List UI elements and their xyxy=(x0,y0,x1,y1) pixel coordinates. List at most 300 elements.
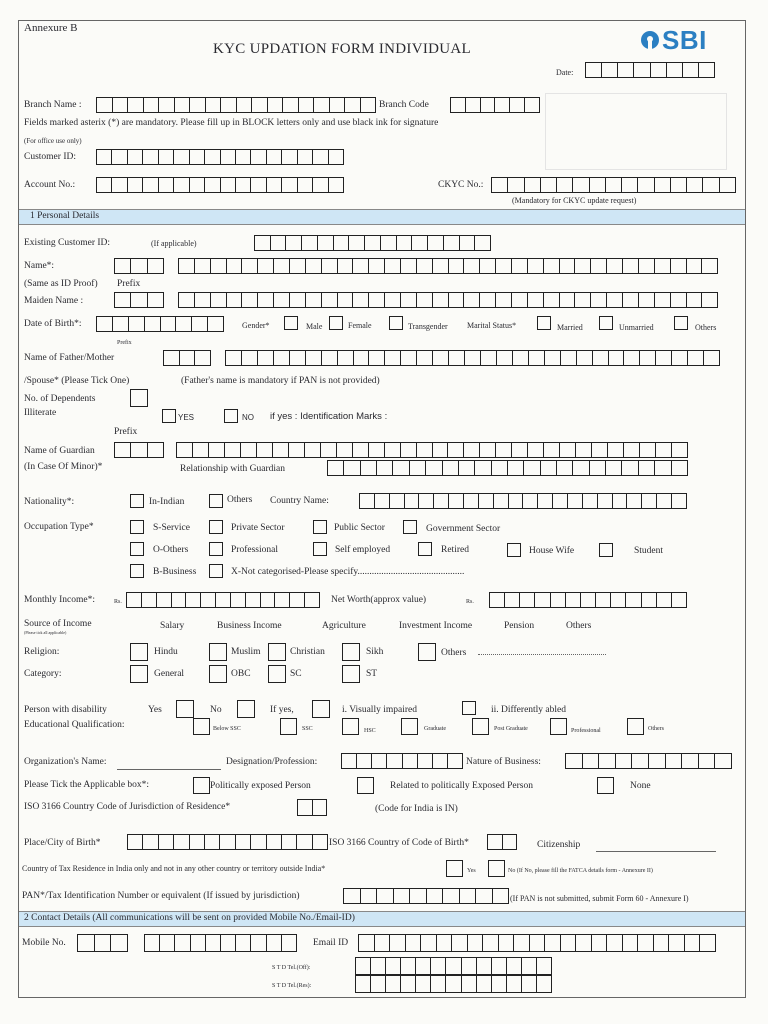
date-boxes[interactable] xyxy=(585,62,715,78)
char-cell[interactable] xyxy=(560,443,576,457)
char-cell[interactable] xyxy=(524,461,540,475)
char-cell[interactable] xyxy=(581,593,596,607)
char-cell[interactable] xyxy=(190,98,206,112)
marital-others-checkbox[interactable] xyxy=(674,316,688,330)
char-cell[interactable] xyxy=(236,150,251,164)
char-cell[interactable] xyxy=(251,935,266,951)
char-cell[interactable] xyxy=(476,889,493,903)
char-cell[interactable] xyxy=(444,236,460,250)
char-cell[interactable] xyxy=(97,178,112,192)
char-cell[interactable] xyxy=(671,259,687,273)
occ-others-checkbox[interactable] xyxy=(130,542,144,556)
char-cell[interactable] xyxy=(452,935,468,951)
char-cell[interactable] xyxy=(344,461,360,475)
customer-id-boxes[interactable] xyxy=(96,149,344,165)
char-cell[interactable] xyxy=(174,150,189,164)
religion-muslim-checkbox[interactable] xyxy=(209,643,227,661)
char-cell[interactable] xyxy=(371,958,386,974)
char-cell[interactable] xyxy=(544,293,560,307)
char-cell[interactable] xyxy=(361,889,378,903)
char-cell[interactable] xyxy=(583,754,600,768)
char-cell[interactable] xyxy=(433,351,449,365)
char-cell[interactable] xyxy=(242,293,258,307)
edu-others-checkbox[interactable] xyxy=(627,718,644,735)
char-cell[interactable] xyxy=(427,889,444,903)
char-cell[interactable] xyxy=(246,593,261,607)
country-name-boxes[interactable] xyxy=(359,493,687,509)
nature-of-business-boxes[interactable] xyxy=(565,753,732,769)
char-cell[interactable] xyxy=(221,178,236,192)
organization-line[interactable] xyxy=(117,769,221,770)
char-cell[interactable] xyxy=(299,98,315,112)
occ-business-checkbox[interactable] xyxy=(130,564,144,578)
mobile-boxes[interactable] xyxy=(144,934,297,952)
char-cell[interactable] xyxy=(426,461,442,475)
char-cell[interactable] xyxy=(624,443,640,457)
char-cell[interactable] xyxy=(545,351,561,365)
relationship-boxes[interactable] xyxy=(327,460,688,476)
char-cell[interactable] xyxy=(302,236,318,250)
char-cell[interactable] xyxy=(356,958,371,974)
char-cell[interactable] xyxy=(613,494,628,508)
visually-impaired-checkbox[interactable] xyxy=(462,701,476,715)
char-cell[interactable] xyxy=(95,935,112,951)
char-cell[interactable] xyxy=(508,178,524,192)
char-cell[interactable] xyxy=(529,351,545,365)
char-cell[interactable] xyxy=(477,958,492,974)
char-cell[interactable] xyxy=(211,293,227,307)
char-cell[interactable] xyxy=(406,935,422,951)
char-cell[interactable] xyxy=(496,259,512,273)
char-cell[interactable] xyxy=(685,935,701,951)
char-cell[interactable] xyxy=(334,236,350,250)
char-cell[interactable] xyxy=(687,259,703,273)
occ-public-checkbox[interactable] xyxy=(313,520,327,534)
char-cell[interactable] xyxy=(497,351,513,365)
char-cell[interactable] xyxy=(195,351,210,365)
char-cell[interactable] xyxy=(496,443,512,457)
char-cell[interactable] xyxy=(349,236,365,250)
char-cell[interactable] xyxy=(385,293,401,307)
maiden-name-boxes[interactable] xyxy=(178,292,718,308)
char-cell[interactable] xyxy=(377,461,393,475)
char-cell[interactable] xyxy=(192,317,208,331)
char-cell[interactable] xyxy=(78,935,95,951)
char-cell[interactable] xyxy=(129,317,145,331)
char-cell[interactable] xyxy=(720,178,735,192)
char-cell[interactable] xyxy=(412,236,428,250)
char-cell[interactable] xyxy=(338,293,354,307)
char-cell[interactable] xyxy=(369,259,385,273)
char-cell[interactable] xyxy=(700,935,715,951)
char-cell[interactable] xyxy=(242,351,258,365)
guardian-name-boxes[interactable] xyxy=(176,442,688,458)
char-cell[interactable] xyxy=(657,593,672,607)
char-cell[interactable] xyxy=(160,935,175,951)
char-cell[interactable] xyxy=(226,351,242,365)
char-cell[interactable] xyxy=(401,259,417,273)
char-cell[interactable] xyxy=(561,351,577,365)
related-pep-checkbox[interactable] xyxy=(357,777,374,794)
char-cell[interactable] xyxy=(397,236,413,250)
char-cell[interactable] xyxy=(573,461,589,475)
char-cell[interactable] xyxy=(640,351,656,365)
char-cell[interactable] xyxy=(480,259,496,273)
ckyc-boxes[interactable] xyxy=(491,177,736,193)
char-cell[interactable] xyxy=(480,443,496,457)
edu-professional-checkbox[interactable] xyxy=(550,718,567,735)
char-cell[interactable] xyxy=(255,236,271,250)
pan-boxes[interactable] xyxy=(343,888,509,904)
char-cell[interactable] xyxy=(390,494,405,508)
char-cell[interactable] xyxy=(410,889,427,903)
char-cell[interactable] xyxy=(418,754,433,768)
char-cell[interactable] xyxy=(417,293,433,307)
religion-hindu-checkbox[interactable] xyxy=(130,643,148,661)
char-cell[interactable] xyxy=(522,976,537,992)
char-cell[interactable] xyxy=(503,835,517,849)
tax-yes-checkbox[interactable] xyxy=(446,860,463,877)
char-cell[interactable] xyxy=(421,935,437,951)
edu-postgraduate-checkbox[interactable] xyxy=(472,718,489,735)
char-cell[interactable] xyxy=(177,443,193,457)
char-cell[interactable] xyxy=(481,98,496,112)
char-cell[interactable] xyxy=(143,150,158,164)
char-cell[interactable] xyxy=(449,351,465,365)
char-cell[interactable] xyxy=(385,351,401,365)
citizenship-line[interactable] xyxy=(596,851,716,852)
char-cell[interactable] xyxy=(576,443,592,457)
char-cell[interactable] xyxy=(451,98,466,112)
char-cell[interactable] xyxy=(313,835,327,849)
occ-housewife-checkbox[interactable] xyxy=(507,543,521,557)
disability-yes-checkbox[interactable] xyxy=(176,700,194,718)
char-cell[interactable] xyxy=(475,236,490,250)
char-cell[interactable] xyxy=(655,178,671,192)
name-boxes[interactable] xyxy=(178,258,718,274)
char-cell[interactable] xyxy=(268,98,284,112)
char-cell[interactable] xyxy=(145,317,161,331)
char-cell[interactable] xyxy=(354,351,370,365)
char-cell[interactable] xyxy=(672,351,688,365)
char-cell[interactable] xyxy=(274,293,290,307)
char-cell[interactable] xyxy=(164,351,180,365)
char-cell[interactable] xyxy=(535,593,550,607)
char-cell[interactable] xyxy=(656,351,672,365)
char-cell[interactable] xyxy=(699,63,714,77)
category-sc-checkbox[interactable] xyxy=(268,665,286,683)
char-cell[interactable] xyxy=(381,236,397,250)
char-cell[interactable] xyxy=(322,351,338,365)
char-cell[interactable] xyxy=(417,259,433,273)
char-cell[interactable] xyxy=(161,317,177,331)
char-cell[interactable] xyxy=(541,178,557,192)
pep-checkbox[interactable] xyxy=(193,777,210,794)
char-cell[interactable] xyxy=(179,293,195,307)
char-cell[interactable] xyxy=(433,754,448,768)
char-cell[interactable] xyxy=(632,754,649,768)
char-cell[interactable] xyxy=(205,150,220,164)
char-cell[interactable] xyxy=(459,461,475,475)
char-cell[interactable] xyxy=(143,178,158,192)
char-cell[interactable] xyxy=(393,461,409,475)
char-cell[interactable] xyxy=(251,835,266,849)
char-cell[interactable] xyxy=(611,593,626,607)
char-cell[interactable] xyxy=(479,494,494,508)
char-cell[interactable] xyxy=(356,976,371,992)
char-cell[interactable] xyxy=(639,293,655,307)
char-cell[interactable] xyxy=(560,293,576,307)
char-cell[interactable] xyxy=(593,351,609,365)
edu-graduate-checkbox[interactable] xyxy=(401,718,418,735)
char-cell[interactable] xyxy=(492,976,507,992)
disability-no-checkbox[interactable] xyxy=(237,700,255,718)
char-cell[interactable] xyxy=(623,259,639,273)
char-cell[interactable] xyxy=(357,754,372,768)
char-cell[interactable] xyxy=(480,293,496,307)
char-cell[interactable] xyxy=(375,494,390,508)
char-cell[interactable] xyxy=(416,976,431,992)
char-cell[interactable] xyxy=(494,494,509,508)
char-cell[interactable] xyxy=(464,293,480,307)
char-cell[interactable] xyxy=(449,494,464,508)
char-cell[interactable] xyxy=(128,98,144,112)
char-cell[interactable] xyxy=(221,935,236,951)
char-cell[interactable] xyxy=(282,178,297,192)
char-cell[interactable] xyxy=(369,351,385,365)
occ-self-employed-checkbox[interactable] xyxy=(313,542,327,556)
char-cell[interactable] xyxy=(672,593,686,607)
char-cell[interactable] xyxy=(267,835,282,849)
char-cell[interactable] xyxy=(530,935,546,951)
char-cell[interactable] xyxy=(493,889,509,903)
char-cell[interactable] xyxy=(551,593,566,607)
char-cell[interactable] xyxy=(97,150,112,164)
char-cell[interactable] xyxy=(174,178,189,192)
char-cell[interactable] xyxy=(577,351,593,365)
occ-private-checkbox[interactable] xyxy=(209,520,223,534)
char-cell[interactable] xyxy=(186,593,201,607)
char-cell[interactable] xyxy=(419,494,434,508)
char-cell[interactable] xyxy=(606,461,622,475)
char-cell[interactable] xyxy=(583,494,598,508)
category-general-checkbox[interactable] xyxy=(130,665,148,683)
char-cell[interactable] xyxy=(627,494,642,508)
char-cell[interactable] xyxy=(211,259,227,273)
father-prefix-boxes[interactable] xyxy=(163,350,211,366)
char-cell[interactable] xyxy=(448,754,462,768)
char-cell[interactable] xyxy=(656,443,672,457)
char-cell[interactable] xyxy=(512,293,528,307)
char-cell[interactable] xyxy=(221,98,237,112)
char-cell[interactable] xyxy=(267,935,282,951)
char-cell[interactable] xyxy=(528,293,544,307)
char-cell[interactable] xyxy=(338,259,354,273)
char-cell[interactable] xyxy=(313,178,328,192)
char-cell[interactable] xyxy=(290,351,306,365)
char-cell[interactable] xyxy=(206,935,221,951)
char-cell[interactable] xyxy=(401,293,417,307)
char-cell[interactable] xyxy=(623,935,639,951)
char-cell[interactable] xyxy=(159,835,174,849)
char-cell[interactable] xyxy=(638,178,654,192)
char-cell[interactable] xyxy=(159,178,174,192)
char-cell[interactable] xyxy=(159,98,175,112)
none-checkbox[interactable] xyxy=(597,777,614,794)
char-cell[interactable] xyxy=(488,835,503,849)
char-cell[interactable] xyxy=(688,351,704,365)
char-cell[interactable] xyxy=(97,317,113,331)
char-cell[interactable] xyxy=(241,443,257,457)
char-cell[interactable] xyxy=(318,236,334,250)
char-cell[interactable] xyxy=(115,443,131,457)
char-cell[interactable] xyxy=(128,835,143,849)
char-cell[interactable] xyxy=(657,494,672,508)
dependents-box[interactable] xyxy=(130,389,148,407)
char-cell[interactable] xyxy=(190,178,205,192)
char-cell[interactable] xyxy=(703,178,719,192)
char-cell[interactable] xyxy=(271,236,287,250)
char-cell[interactable] xyxy=(359,935,375,951)
char-cell[interactable] xyxy=(655,259,671,273)
char-cell[interactable] xyxy=(520,593,535,607)
tax-no-checkbox[interactable] xyxy=(488,860,505,877)
char-cell[interactable] xyxy=(566,593,581,607)
char-cell[interactable] xyxy=(492,178,508,192)
char-cell[interactable] xyxy=(209,443,225,457)
char-cell[interactable] xyxy=(360,494,375,508)
char-cell[interactable] xyxy=(465,351,481,365)
char-cell[interactable] xyxy=(481,351,497,365)
char-cell[interactable] xyxy=(361,461,377,475)
char-cell[interactable] xyxy=(329,178,343,192)
char-cell[interactable] xyxy=(231,593,246,607)
char-cell[interactable] xyxy=(131,390,147,406)
char-cell[interactable] xyxy=(602,63,618,77)
edu-ssc-checkbox[interactable] xyxy=(280,718,297,735)
char-cell[interactable] xyxy=(297,835,312,849)
char-cell[interactable] xyxy=(322,293,338,307)
char-cell[interactable] xyxy=(608,443,624,457)
char-cell[interactable] xyxy=(258,259,274,273)
char-cell[interactable] xyxy=(375,935,391,951)
char-cell[interactable] xyxy=(220,835,235,849)
nationality-indian-checkbox[interactable] xyxy=(130,494,144,508)
char-cell[interactable] xyxy=(190,835,205,849)
char-cell[interactable] xyxy=(638,935,654,951)
char-cell[interactable] xyxy=(144,98,160,112)
char-cell[interactable] xyxy=(492,958,507,974)
char-cell[interactable] xyxy=(616,754,633,768)
char-cell[interactable] xyxy=(443,889,460,903)
char-cell[interactable] xyxy=(669,935,685,951)
char-cell[interactable] xyxy=(672,443,687,457)
char-cell[interactable] xyxy=(290,293,306,307)
char-cell[interactable] xyxy=(127,593,142,607)
char-cell[interactable] xyxy=(306,259,322,273)
occ-not-categorised-checkbox[interactable] xyxy=(209,564,223,578)
char-cell[interactable] xyxy=(131,443,147,457)
char-cell[interactable] xyxy=(446,958,461,974)
char-cell[interactable] xyxy=(195,293,211,307)
char-cell[interactable] xyxy=(417,351,433,365)
char-cell[interactable] xyxy=(622,178,638,192)
char-cell[interactable] xyxy=(512,259,528,273)
char-cell[interactable] xyxy=(267,178,282,192)
char-cell[interactable] xyxy=(640,443,656,457)
char-cell[interactable] xyxy=(386,976,401,992)
char-cell[interactable] xyxy=(275,593,290,607)
char-cell[interactable] xyxy=(607,935,623,951)
char-cell[interactable] xyxy=(590,461,606,475)
disability-if-yes-checkbox[interactable] xyxy=(312,700,330,718)
char-cell[interactable] xyxy=(682,754,699,768)
char-cell[interactable] xyxy=(462,976,477,992)
char-cell[interactable] xyxy=(462,958,477,974)
char-cell[interactable] xyxy=(274,259,290,273)
char-cell[interactable] xyxy=(131,293,147,307)
char-cell[interactable] xyxy=(568,494,583,508)
char-cell[interactable] xyxy=(111,935,127,951)
char-cell[interactable] xyxy=(174,835,189,849)
branch-name-boxes[interactable] xyxy=(96,97,376,113)
char-cell[interactable] xyxy=(221,150,236,164)
char-cell[interactable] xyxy=(193,443,209,457)
char-cell[interactable] xyxy=(306,293,322,307)
char-cell[interactable] xyxy=(464,443,480,457)
char-cell[interactable] xyxy=(460,236,476,250)
char-cell[interactable] xyxy=(464,494,479,508)
char-cell[interactable] xyxy=(672,461,687,475)
occ-government-checkbox[interactable] xyxy=(403,520,417,534)
char-cell[interactable] xyxy=(251,150,266,164)
char-cell[interactable] xyxy=(466,98,481,112)
char-cell[interactable] xyxy=(639,259,655,273)
char-cell[interactable] xyxy=(449,293,465,307)
char-cell[interactable] xyxy=(428,236,444,250)
char-cell[interactable] xyxy=(622,461,638,475)
religion-sikh-checkbox[interactable] xyxy=(342,643,360,661)
char-cell[interactable] xyxy=(257,443,273,457)
char-cell[interactable] xyxy=(512,443,528,457)
char-cell[interactable] xyxy=(290,593,305,607)
char-cell[interactable] xyxy=(267,150,282,164)
marital-married-checkbox[interactable] xyxy=(537,316,551,330)
char-cell[interactable] xyxy=(468,935,484,951)
char-cell[interactable] xyxy=(586,63,602,77)
char-cell[interactable] xyxy=(598,494,613,508)
char-cell[interactable] xyxy=(131,259,147,273)
char-cell[interactable] xyxy=(112,150,127,164)
char-cell[interactable] xyxy=(225,443,241,457)
char-cell[interactable] xyxy=(655,461,671,475)
char-cell[interactable] xyxy=(671,178,687,192)
char-cell[interactable] xyxy=(298,800,313,815)
char-cell[interactable] xyxy=(236,835,251,849)
char-cell[interactable] xyxy=(654,935,670,951)
char-cell[interactable] xyxy=(557,178,573,192)
char-cell[interactable] xyxy=(528,259,544,273)
char-cell[interactable] xyxy=(618,63,634,77)
char-cell[interactable] xyxy=(525,98,539,112)
religion-christian-checkbox[interactable] xyxy=(268,643,286,661)
occ-professional-checkbox[interactable] xyxy=(209,542,223,556)
char-cell[interactable] xyxy=(495,98,510,112)
char-cell[interactable] xyxy=(687,293,703,307)
char-cell[interactable] xyxy=(401,958,416,974)
gender-male-checkbox[interactable] xyxy=(284,316,298,330)
edu-below-ssc-checkbox[interactable] xyxy=(193,718,210,735)
